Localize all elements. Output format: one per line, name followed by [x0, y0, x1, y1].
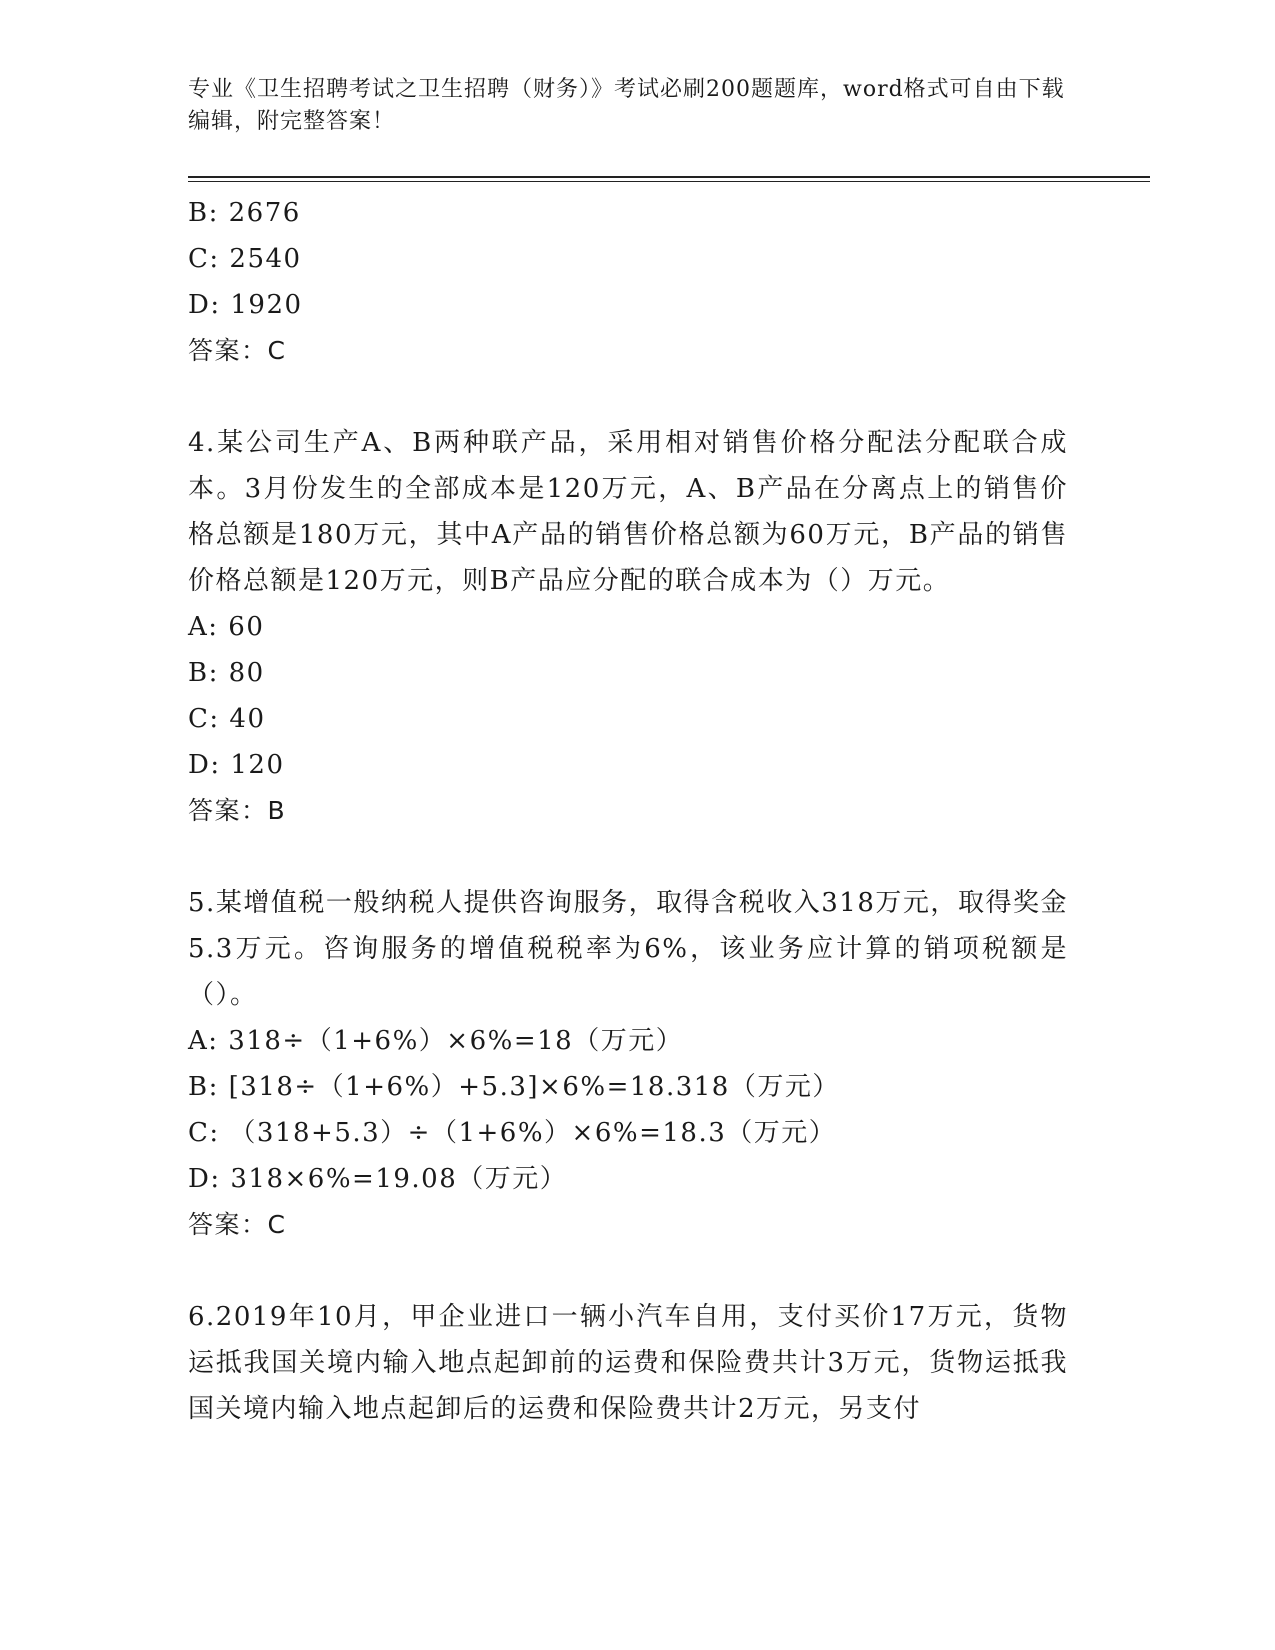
- spacer: [188, 834, 1068, 880]
- option-b: B: 80: [188, 658, 265, 688]
- answer: 答案：B: [188, 796, 287, 825]
- spacer: [188, 1248, 1068, 1294]
- question-stem: 4.某公司生产A、B两种联产品，采用相对销售价格分配法分配联合成本。3月份发生的全部成本是120万元，A、B产品在分离点上的销售价格总额是180万元，其中A产品的销售价格总额为60万元，B产品的销售价格总额是120万元，则B产品应分配的联合成本为（）万元。: [188, 428, 1068, 596]
- option-d: D: 318×6%=19.08（万元）: [188, 1164, 568, 1194]
- answer: 答案：C: [188, 336, 287, 365]
- document-header: 专业《卫生招聘考试之卫生招聘（财务）》考试必刷200题题库，word格式可自由下载编辑，附完整答案！: [188, 77, 1065, 134]
- question-3-tail: [188, 190, 1068, 374]
- option-a: A: 60: [188, 612, 265, 642]
- question-6: [188, 1294, 1068, 1432]
- question-5: [188, 880, 1068, 1248]
- answer: 答案：C: [188, 1210, 287, 1239]
- option-c: C: （318+5.3）÷（1+6%）×6%=18.3（万元）: [188, 1118, 837, 1148]
- option-d: D: 1920: [188, 290, 303, 320]
- document-body: [188, 190, 1068, 1432]
- option-d: D: 120: [188, 750, 285, 780]
- header-divider-thick: [188, 176, 1150, 178]
- spacer: [188, 374, 1068, 420]
- option-c: C: 40: [188, 704, 266, 734]
- option-c: C: 2540: [188, 244, 302, 274]
- question-stem: 5.某增值税一般纳税人提供咨询服务，取得含税收入318万元，取得奖金5.3万元。咨询服务的增值税税率为6%，该业务应计算的销项税额是（）。: [188, 888, 1068, 1010]
- option-b: B: [318÷（1+6%）+5.3]×6%=18.318（万元）: [188, 1072, 840, 1102]
- header-divider-thin: [188, 181, 1150, 182]
- question-stem: 6.2019年10月，甲企业进口一辆小汽车自用，支付买价17万元，货物运抵我国关境内输入地点起卸前的运费和保险费共计3万元，货物运抵我国关境内输入地点起卸后的运费和保险费共计2万元，另支付: [188, 1302, 1068, 1424]
- option-b: B: 2676: [188, 198, 301, 228]
- question-4: [188, 420, 1068, 834]
- option-a: A: 318÷（1+6%）×6%=18（万元）: [188, 1026, 684, 1056]
